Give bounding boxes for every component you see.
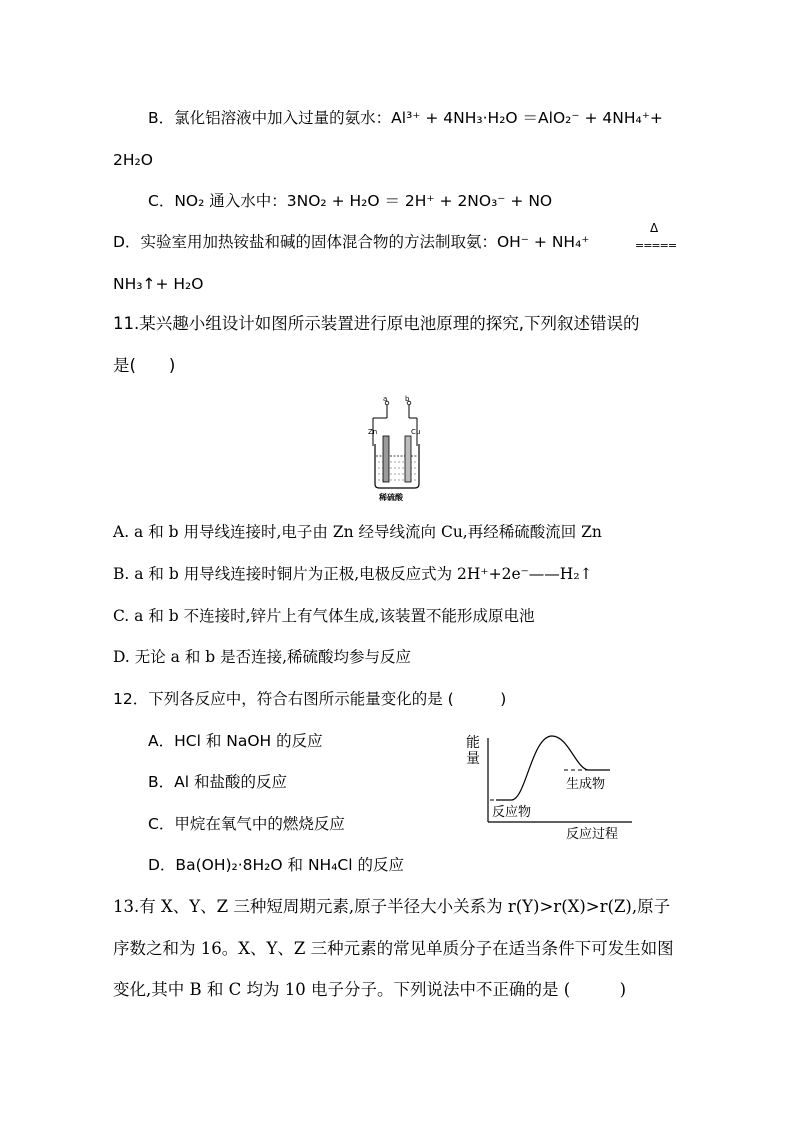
q11-option-d: D. 无论 a 和 b 是否连接,稀硫酸均参与反应 [113, 648, 412, 666]
label-b: b [405, 395, 410, 403]
galvanic-cell-figure [365, 392, 425, 504]
option-label: B． [148, 109, 175, 127]
q12-option-c: C．甲烷在氧气中的燃烧反应 [148, 815, 345, 833]
energy-diagram [460, 724, 640, 844]
equation: Al³⁺ + 4NH₃·H₂O ＝AlO₂⁻ + 4NH₄⁺+ [391, 109, 663, 127]
q11-option-a: A. a 和 b 用导线连接时,电子由 Zn 经导线流向 Cu,再经稀硫酸流回 Zn [113, 523, 602, 541]
q13-line-2: 序数之和为 16。X、Y、Z 三种元素的常见单质分子在适当条件下可发生如图 [113, 939, 674, 958]
option-label: C． [148, 192, 175, 210]
beaker [375, 444, 419, 488]
q10-option-d [113, 232, 589, 252]
option-text: 氯化铝溶液中加入过量的氨水： [174, 109, 392, 127]
y-axis-label-1: 能 [466, 735, 480, 751]
equation: 3NO₂ + H₂O ＝ 2H⁺ + 2NO₃⁻ + NO [286, 192, 553, 210]
y-axis-label-2: 量 [466, 751, 480, 767]
option-label: D． [113, 233, 141, 251]
label-acid: 稀硫酸 [379, 493, 403, 502]
reactant-label: 反应物 [492, 805, 532, 820]
x-axis-label: 反应过程 [566, 827, 619, 842]
q12-option-a: A．HCl 和 NaOH 的反应 [148, 732, 323, 750]
q11-stem: 11.某兴趣小组设计如图所示装置进行原电池原理的探究,下列叙述错误的 [113, 314, 640, 333]
q11-option-c: C. a 和 b 不连接时,锌片上有气体生成,该装置不能形成原电池 [113, 607, 535, 625]
q10-option-c [148, 191, 552, 211]
q11-option-b: B. a 和 b 用导线连接时铜片为正极,电极反应式为 2H⁺+2e⁻——H₂↑ [113, 565, 593, 583]
equation: OH⁻ + NH₄⁺ [496, 233, 590, 251]
q11-stem-cont: 是( ) [113, 356, 176, 375]
q10-option-d-cont: NH₃↑+ H₂O [113, 275, 204, 293]
product-label: 生成物 [566, 777, 606, 792]
q12-stem: 12．下列各反应中，符合右图所示能量变化的是 ( ) [113, 690, 507, 708]
label-cu: Cu [411, 428, 421, 436]
label-a: a [383, 395, 388, 403]
copper-electrode [405, 436, 411, 482]
zinc-electrode [383, 436, 389, 482]
q13-line-1: 13.有 X、Y、Z 三种短周期元素,原子半径大小关系为 r(Y)>r(X)>r(Z),原子 [113, 897, 671, 916]
q12-option-b: B．Al 和盐酸的反应 [148, 773, 287, 791]
heat-condition: Δ [650, 221, 659, 235]
q10-option-b [148, 108, 663, 128]
option-text: 实验室用加热铵盐和碱的固体混合物的方法制取氨： [140, 233, 497, 251]
q10-option-b-cont: 2H₂O [113, 151, 153, 169]
label-zn: Zn [368, 428, 378, 436]
option-text: NO₂ 通入水中： [174, 192, 287, 210]
reaction-arrow: ===== [635, 239, 677, 252]
q12-option-d: D．Ba(OH)₂·8H₂O 和 NH₄Cl 的反应 [148, 856, 404, 874]
q13-line-3: 变化,其中 B 和 C 均为 10 电子分子。下列说法中不正确的是 ( ) [113, 980, 627, 999]
